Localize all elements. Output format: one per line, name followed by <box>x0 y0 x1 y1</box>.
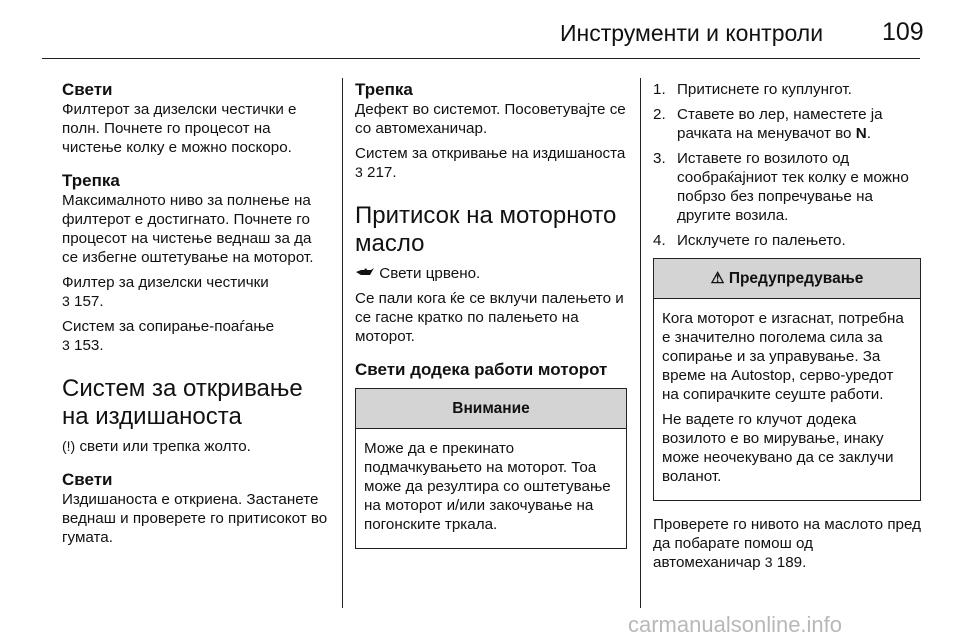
ref-arrow-icon: 3 <box>62 293 70 309</box>
ref-exhaust <box>355 144 627 182</box>
caution-text: Може да е прекинато подмачкувањето на моторот. Тоа може да резултира со оштетување на моторот и/или закочување на погонските тркала. <box>364 440 611 533</box>
page-number: 109 <box>882 18 924 46</box>
text-check-oil <box>653 515 921 572</box>
column-divider-1 <box>342 78 343 608</box>
ref-dpf <box>62 273 330 311</box>
watermark: carmanualsonline.info <box>628 612 843 637</box>
page-header-title: Инструменти и контроли <box>560 20 824 46</box>
step-text: Притиснете го куплунгот. <box>677 81 852 98</box>
step-text: Исклучете го палењето. <box>677 232 846 249</box>
warning-heading-label: Предупредување <box>728 270 864 287</box>
heading-lights-2: Свети <box>62 470 113 489</box>
text-check-oil-label: Проверете го нивото на маслото пред да побарате помош од автомеханичар <box>653 516 921 571</box>
column-1 <box>62 80 330 553</box>
heading-running: Свети додека работи моторот <box>355 360 608 379</box>
warning-text-2: Не вадете го клучот додека возилото е во мирување, инаку може неочекувано да се заклучи воланот. <box>662 411 894 485</box>
text-oil <box>355 264 627 283</box>
ref-oil-page-link[interactable]: 189. <box>776 554 807 571</box>
ref-arrow-icon: 3 <box>62 337 70 353</box>
step-number: 2. <box>653 106 666 123</box>
text-flash-2: Дефект во системот. Посоветувајте се со автомеханичар. <box>355 101 626 137</box>
ref-exhaust-page-link[interactable]: 217. <box>367 164 397 181</box>
list-item <box>653 105 921 143</box>
ref-stopstart-page-link[interactable]: 153. <box>74 337 104 354</box>
heading-flash-2: Трепка <box>355 80 413 99</box>
caution-box <box>355 388 627 549</box>
steps-list <box>653 80 921 250</box>
text-lights-2: Издишаноста е откриена. Застанете веднаш и проверете го притисокот во гумата. <box>62 491 328 546</box>
heading-lights: Свети <box>62 80 113 99</box>
list-item <box>653 231 921 250</box>
step-text: Ставете во лер, наместете ја рачката на менувачот во <box>677 106 883 142</box>
warning-body <box>654 299 920 500</box>
oil-can-icon <box>355 264 375 283</box>
step-number: 1. <box>653 81 666 98</box>
ref-stopstart <box>62 317 330 355</box>
header-rule <box>42 58 920 59</box>
caution-heading: Внимание <box>356 389 626 429</box>
ref-stopstart-label: Систем за сопирање-поаѓање <box>62 318 275 335</box>
caution-body <box>356 429 626 548</box>
text-exhaust-label: свети или трепка жолто. <box>79 438 251 455</box>
text-lights: Филтерот за дизелски честички е полн. Почнете го процесот на чистење колку е можно поскоро. <box>62 101 297 156</box>
ref-exhaust-label: Систем за откривање на издишаноста <box>355 145 626 162</box>
heading-oil-pressure: Притисок на моторното масло <box>355 202 617 257</box>
text-oil-label: Свети црвено. <box>379 265 481 282</box>
warning-box <box>653 258 921 501</box>
ref-arrow-icon: 3 <box>764 554 773 570</box>
text-flash: Максималното ниво за полнење на филтерот е достигнато. Почнете го процесот на чистење веднаш за да се избегне оштетување на моторот. <box>62 192 314 266</box>
step-text-end: . <box>866 125 871 142</box>
list-item <box>653 149 921 225</box>
text-oil-2: Се пали кога ќе се вклучи палењето и се гасне кратко по палењето на моторот. <box>355 290 624 345</box>
column-divider-2 <box>640 78 641 608</box>
column-2 <box>355 80 627 549</box>
heading-flash: Трепка <box>62 171 120 190</box>
warning-text-1: Кога моторот е изгаснат, потребна е значително поголема сила за сопирање и за управување. За време на Autostop, серво-уредот на сопирачките сеуште работи. <box>662 310 904 403</box>
warning-triangle-icon: ⚠ <box>710 270 725 287</box>
list-item <box>653 80 921 99</box>
neutral-gear-label: N <box>855 125 867 142</box>
column-3 <box>653 80 921 578</box>
ref-dpf-label: Филтер за дизелски честички <box>62 274 269 291</box>
step-text: Иставете го возилото од сообраќајниот тек колку е можно побрзо без попречување на другите возила. <box>677 150 909 224</box>
step-number: 3. <box>653 150 666 167</box>
ref-arrow-icon: 3 <box>355 164 363 180</box>
warning-heading <box>654 259 920 299</box>
tpms-warning-icon: (!) <box>62 438 76 454</box>
heading-exhaust-detection: Систем за откривање на издишаноста <box>62 375 303 430</box>
step-number: 4. <box>653 232 666 249</box>
text-exhaust <box>62 437 330 456</box>
ref-dpf-page-link[interactable]: 157. <box>74 293 104 310</box>
